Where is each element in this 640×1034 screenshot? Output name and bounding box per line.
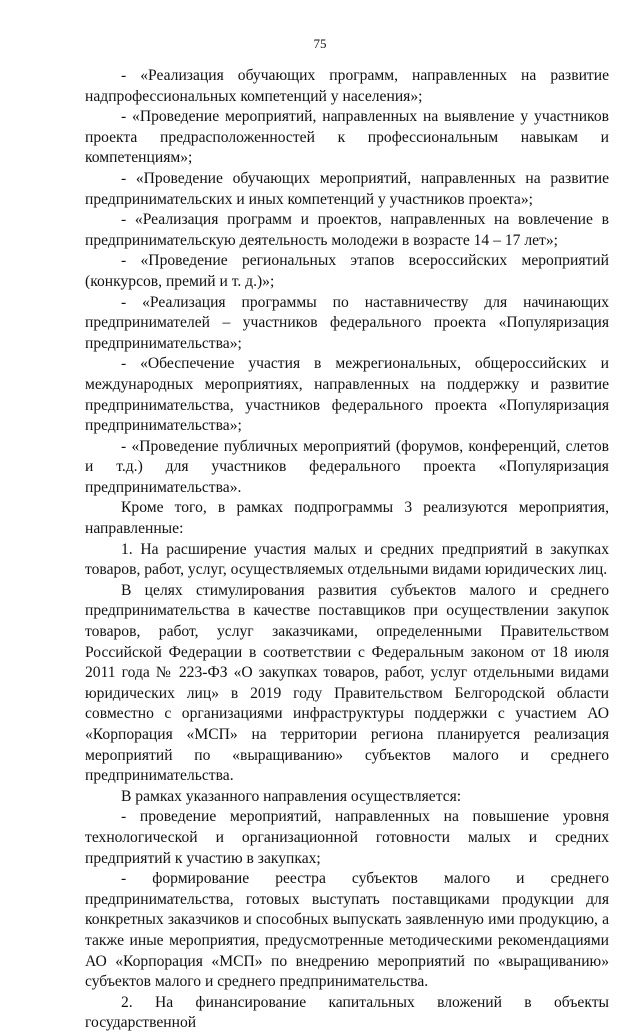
paragraph: В целях стимулирования развития субъектов малого и среднего предпринимательства в качестве поставщиков при осуществлении закупок товаров, работ, услуг заказчиками, определенными Правительством Российской Федерации в соответствии с Федеральным законом от 18 июля 2011 года № 223-ФЗ «О закупках товаров, работ, услуг отдельными видами юридических лиц» в 2019 году Правительством Белгородской области совместно с организациями инфраструктуры поддержки с участием АО «Корпорация «МСП» на территории региона планируется реализация мероприятий по «выращиванию» субъектов малого и среднего предпринимательства. xyxy=(85,581,609,785)
page-number: 75 xyxy=(313,36,327,51)
paragraph: Кроме того, в рамках подпрограммы 3 реализуются мероприятия, направленные: xyxy=(85,499,609,538)
paragraph: - «Реализация программ и проектов, направленных на вовлечение в предпринимательскую деятельность молодежи в возрасте 14 – 17 лет»; xyxy=(85,211,609,249)
paragraph: - «Проведение мероприятий, направленных на выявление у участников проекта предрасположенностей к профессиональным навыкам и компетенциям»; xyxy=(85,108,609,167)
paragraph: - «Реализация обучающих программ, направленных на развитие надпрофессиональных компетенций у населения»; xyxy=(85,67,609,105)
document-body xyxy=(85,66,609,1034)
paragraph: - «Проведение региональных этапов всероссийских мероприятий (конкурсов, премий и т. д.)»; xyxy=(85,252,609,290)
paragraph: - проведение мероприятий, направленных на повышение уровня технологической и организационной готовности малых и средних предприятий к участию в закупках; xyxy=(85,808,609,867)
paragraph: - «Обеспечение участия в межрегиональных, общероссийских и международных мероприятиях, направленных на поддержку и развитие предпринимательства, участников федерального проекта «Популяризация предпринимательства»; xyxy=(85,355,609,435)
paragraph: - формирование реестра субъектов малого и среднего предпринимательства, готовых выступать поставщиками продукции для конкретных заказчиков и способных выпускать заявленную ими продукцию, а также иные мероприятия, предусмотренные методическими рекомендациями АО «Корпорация «МСП» по внедрению мероприятий по «выращиванию» субъектов малого и среднего предпринимательства. xyxy=(85,870,609,991)
paragraph: - «Проведение обучающих мероприятий, направленных на развитие предпринимательских и иных компетенций у участников проекта»; xyxy=(85,169,609,208)
paragraph: 2. На финансирование капитальных вложений в объекты государственной xyxy=(85,993,609,1032)
paragraph: В рамках указанного направления осуществляется: xyxy=(121,787,462,805)
paragraph: 1. На расширение участия малых и средних предприятий в закупках товаров, работ, услуг, осуществляемых отдельными видами юридических лиц. xyxy=(85,540,609,579)
paragraph: - «Реализация программы по наставничеству для начинающих предпринимателей – участников федерального проекта «Популяризация предпринимательства»; xyxy=(85,293,609,352)
paragraph: - «Проведение публичных мероприятий (форумов, конференций, слетов и т.д.) для участников федерального проекта «Популяризация предпринимательства». xyxy=(85,437,609,496)
